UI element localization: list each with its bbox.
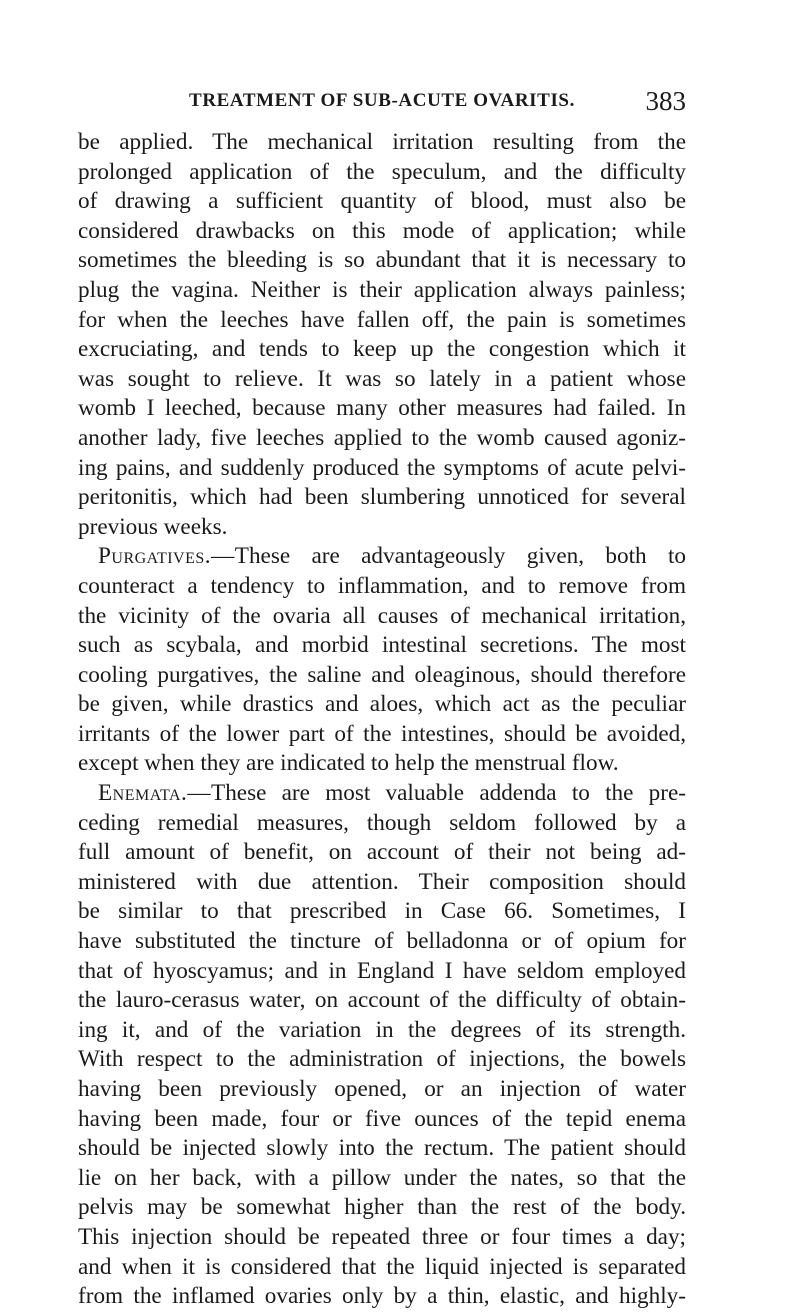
text-line: be similar to that prescribed in Case 66. Sometimes, I	[78, 898, 686, 925]
text-line: have substituted the tincture of belladonna or of opium for	[78, 928, 686, 955]
text-line: lie on her back, with a pillow under the nates, so that the	[78, 1164, 686, 1191]
page-number: 383	[645, 86, 686, 116]
text-line: ministered with due attention. Their composition should	[78, 868, 686, 895]
text-line: be applied. The mechanical irritation resulting from the	[78, 129, 686, 155]
text-line-fragment: These are advantageously given, both to	[234, 543, 686, 570]
text-line: should be injected slowly into the rectum. The patient should	[78, 1135, 686, 1162]
text-line: having been made, four or five ounces of the tepid enema	[78, 1105, 686, 1132]
text-line-fragment: These are most valuable addenda to the pre-	[211, 780, 686, 807]
text-line: the vicinity of the ovaria all causes of mechanical irritation,	[78, 602, 686, 629]
paragraph-enemata-first-line	[78, 779, 686, 809]
text-line: full amount of benefit, on account of their not being ad-	[78, 839, 686, 866]
text-line: peritonitis, which had been slumbering unnoticed for several	[78, 484, 686, 511]
heading-enemata: Enemata.—	[98, 780, 212, 807]
text-line: the lauro-cerasus water, on account of the difficulty of obtain-	[78, 987, 686, 1014]
text-line: cooling purgatives, the saline and oleaginous, should therefore	[78, 661, 686, 688]
text-line: be given, while drastics and aloes, which act as the peculiar	[78, 691, 686, 718]
text-line: having been previously opened, or an injection of water	[78, 1076, 686, 1102]
text-line: from the inflamed ovaries only by a thin, elastic, and highly-	[78, 1283, 686, 1310]
text-line: ing it, and of the variation in the degrees of its strength.	[78, 1016, 686, 1043]
body-text	[78, 128, 686, 1312]
text-line: that of hyoscyamus; and in England I have seldom employed	[78, 957, 686, 984]
text-line: and when it is considered that the liquid injected is separated	[78, 1253, 686, 1280]
text-line: excruciating, and tends to keep up the congestion which it	[78, 336, 686, 363]
text-line: sometimes the bleeding is so abundant that it is necessary to	[78, 247, 686, 274]
text-line: counteract a tendency to inflammation, and to remove from	[78, 572, 686, 599]
text-line: such as scybala, and morbid intestinal secretions. The most	[78, 632, 686, 659]
text-line: another lady, five leeches applied to the womb caused agoniz-	[78, 424, 686, 451]
text-line: womb I leeched, because many other measures had failed. In	[78, 395, 686, 422]
text-line: considered drawbacks on this mode of application; while	[78, 217, 686, 244]
text-line: This injection should be repeated three or four times a day;	[78, 1223, 686, 1250]
text-line: ing pains, and suddenly produced the symptoms of acute pelvi-	[78, 454, 686, 481]
text-line: plug the vagina. Neither is their application always painless;	[78, 276, 686, 303]
running-head	[78, 86, 686, 120]
paragraph-purgatives-first-line	[78, 542, 686, 572]
text-line: prolonged application of the speculum, and the difficulty	[78, 158, 686, 185]
running-title: TREATMENT OF SUB-ACUTE OVARITIS.	[189, 90, 575, 111]
text-line: With respect to the administration of injections, the bowels	[78, 1046, 686, 1073]
text-line: except when they are indicated to help the menstrual flow.	[78, 750, 619, 777]
text-line: of drawing a sufficient quantity of blood, must also be	[78, 188, 686, 215]
text-line: was sought to relieve. It was so lately in a patient whose	[78, 365, 686, 392]
text-line: irritants of the lower part of the intestines, should be avoided,	[78, 720, 686, 747]
text-line: pelvis may be somewhat higher than the rest of the body.	[78, 1194, 686, 1221]
text-line: ceding remedial measures, though seldom followed by a	[78, 809, 686, 836]
text-line: previous weeks.	[78, 513, 228, 540]
text-line: for when the leeches have fallen off, the pain is sometimes	[78, 306, 686, 333]
heading-purgatives: Purgatives.—	[98, 543, 235, 570]
